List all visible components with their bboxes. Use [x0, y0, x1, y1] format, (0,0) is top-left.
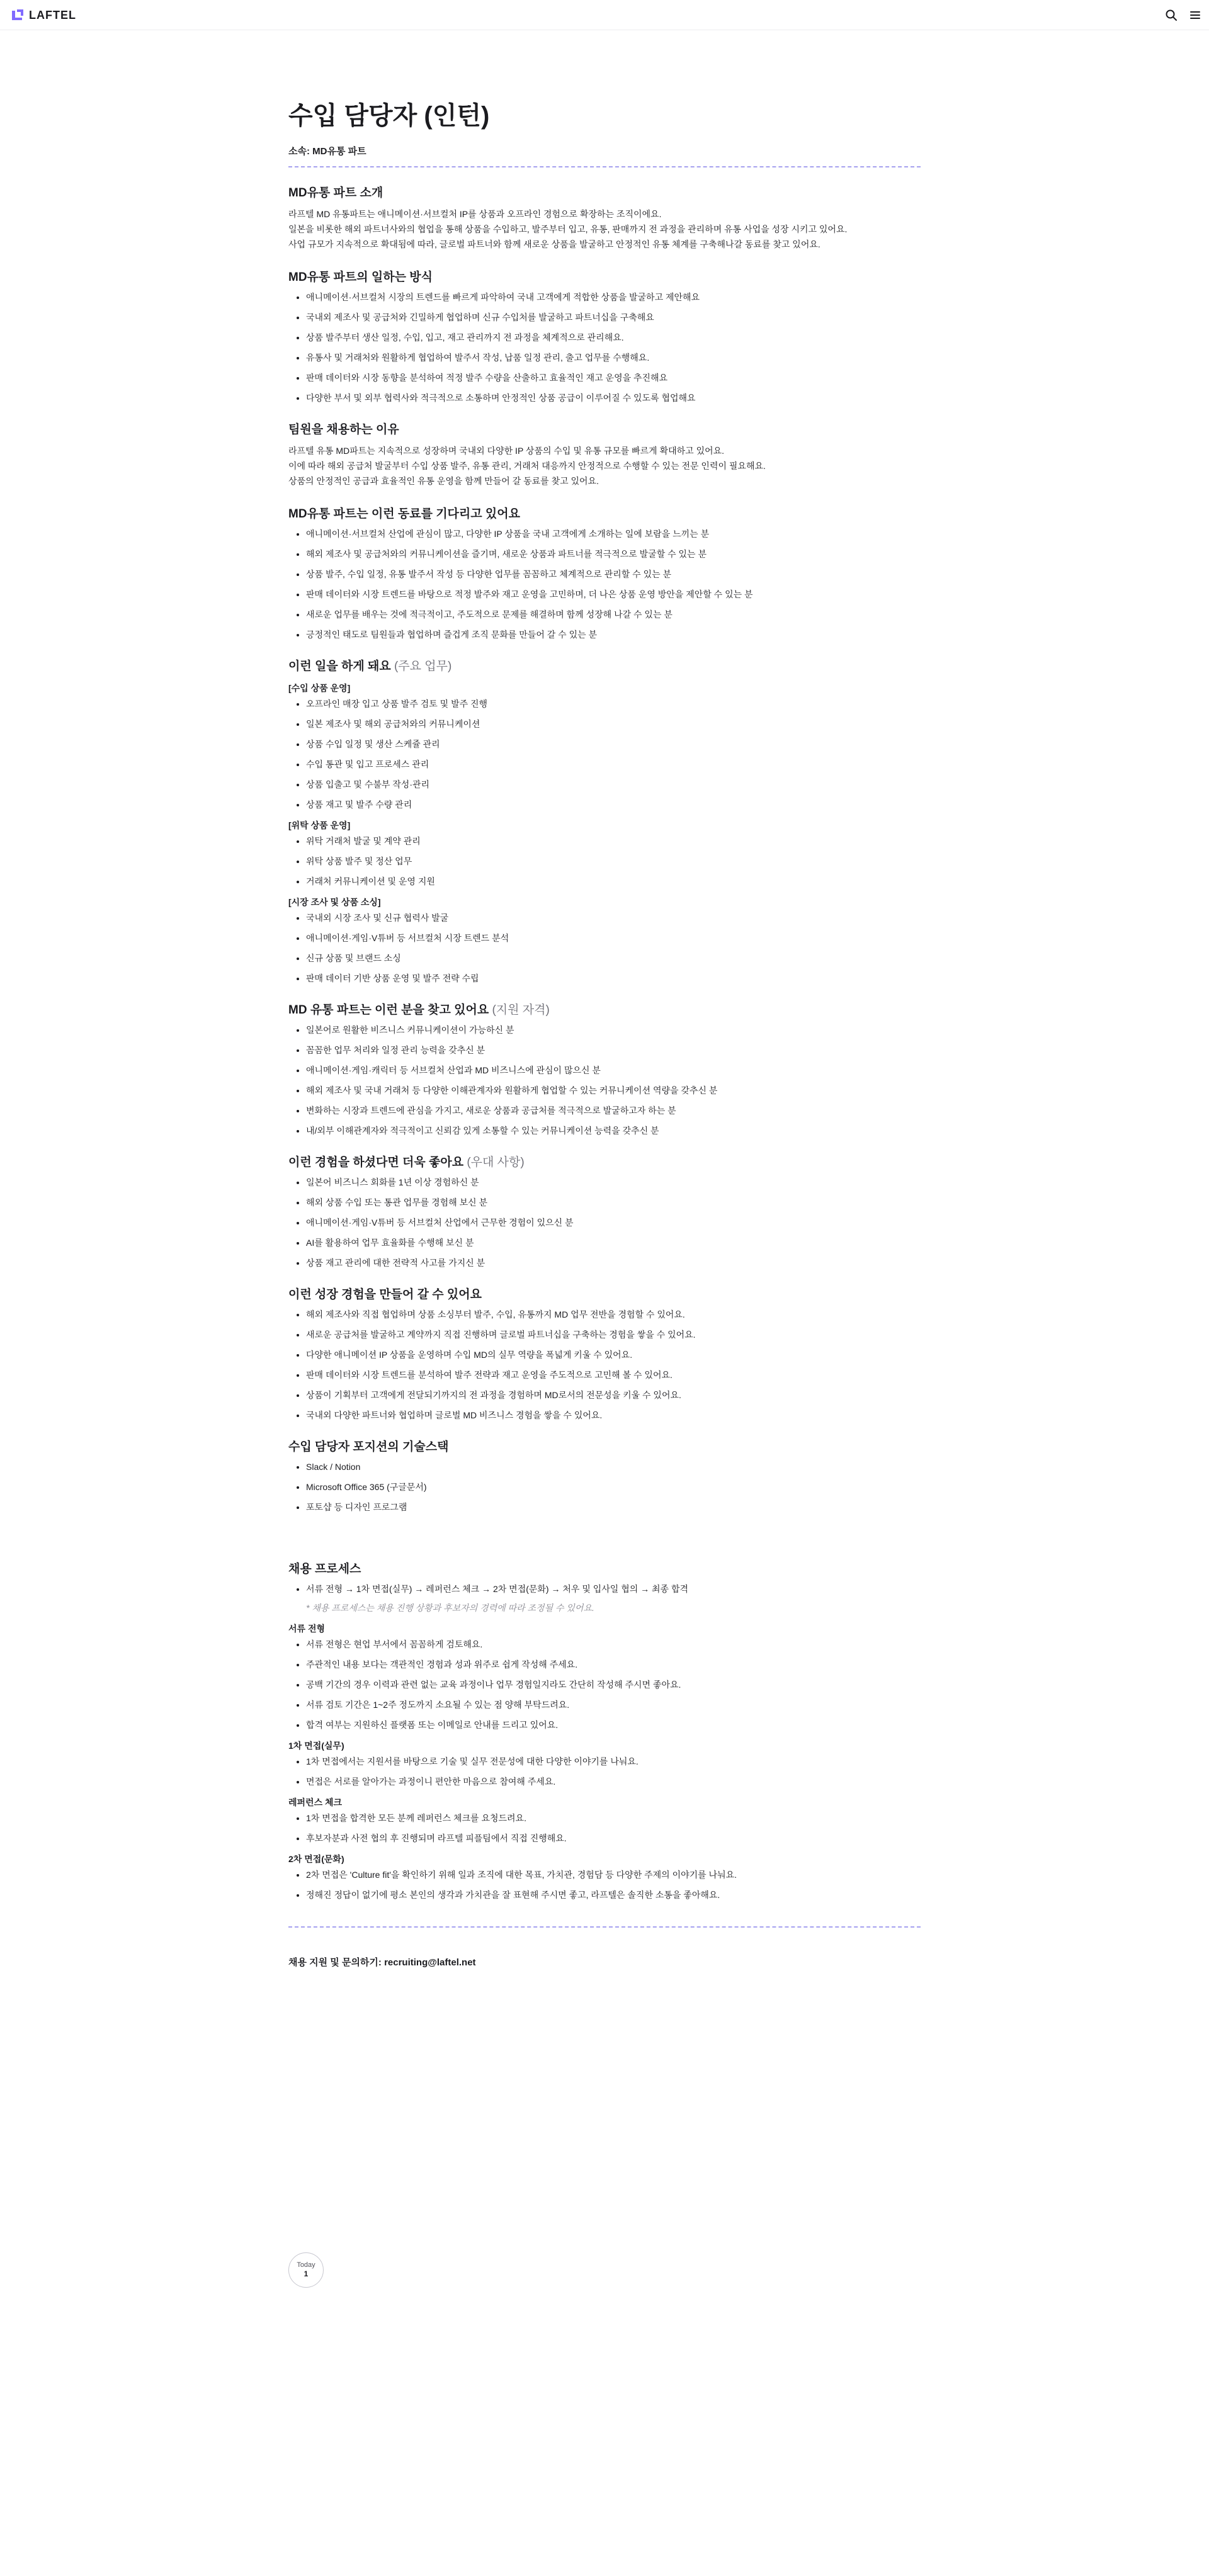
qualifications-list — [288, 1024, 921, 1137]
list-item: • 긍정적인 태도로 팀원들과 협업하며 즐겁게 조직 문화를 만들어 갈 수 있는 분 — [306, 628, 921, 641]
qualifications-heading-suffix: (지원 자격) — [492, 1003, 550, 1017]
list-item: • 거래처 커뮤니케이션 및 운영 지원 — [306, 875, 921, 888]
list-item: • 애니메이션·게임·V튜버 등 서브컬처 산업에서 근무한 경험이 있으신 분 — [306, 1216, 921, 1229]
list-item: • 애니메이션·게임·캐릭터 등 서브컬처 산업과 MD 비즈니스에 관심이 많으신 분 — [306, 1064, 921, 1076]
duties-heading-suffix: (주요 업무) — [394, 660, 452, 673]
list-item: • 후보자분과 사전 협의 후 진행되며 라프텔 피플팀에서 직접 진행해요. — [306, 1832, 921, 1844]
growth-list — [288, 1308, 921, 1421]
contact-email[interactable]: 채용 지원 및 문의하기: recruiting@laftel.net — [288, 1957, 476, 1968]
affiliation: 소속: MD유통 파트 — [288, 146, 366, 157]
section-heading-how-we-work: MD유통 파트의 일하는 방식 — [288, 271, 433, 284]
section-heading-tech-stack: 수입 담당자 포지션의 기술스택 — [288, 1440, 449, 1454]
laftel-logo-icon — [10, 8, 25, 23]
process-stage-list — [288, 1812, 921, 1844]
job-posting-content — [288, 94, 921, 1970]
search-icon — [1165, 9, 1178, 21]
list-item: • 애니메이션·서브컬처 산업에 관심이 많고, 다양한 IP 상품을 국내 고객에게 소개하는 일에 보람을 느끼는 분 — [306, 528, 921, 540]
looking-for-list — [288, 528, 921, 641]
today-count: 1 — [304, 2269, 309, 2278]
section-heading-looking-for: MD유통 파트는 이런 동료를 기다리고 있어요 — [288, 507, 520, 521]
list-item: • 일본 제조사 및 해외 공급처와의 커뮤니케이션 — [306, 718, 921, 730]
preferred-list — [288, 1176, 921, 1269]
intro-paragraph: 라프텔 MD 유통파트는 애니메이션·서브컬처 IP를 상품과 오프라인 경험으로 확장하는 조직이에요. — [288, 209, 662, 219]
list-item: • AI를 활용하여 업무 효율화를 수행해 보신 분 — [306, 1236, 921, 1249]
duty-group-list — [288, 835, 921, 888]
list-item: • 주관적인 내용 보다는 객관적인 경험과 성과 위주로 쉽게 작성해 주세요. — [306, 1658, 921, 1671]
list-item: • 애니메이션·게임·V튜버 등 서브컬처 시장 트렌드 분석 — [306, 932, 921, 944]
section-divider — [288, 166, 921, 167]
list-item: • 국내외 다양한 파트너와 협업하며 글로벌 MD 비즈니스 경험을 쌓을 수 있어요. — [306, 1409, 921, 1421]
list-item: • 내/외부 이해관계자와 적극적이고 신뢰감 있게 소통할 수 있는 커뮤니케이션 능력을 갖추신 분 — [306, 1124, 921, 1137]
section-heading-preferred — [288, 1155, 921, 1171]
list-item: • 신규 상품 및 브랜드 소싱 — [306, 952, 921, 964]
list-item: • 상품 재고 관리에 대한 전략적 사고를 가지신 분 — [306, 1257, 921, 1269]
list-item: • 정해진 정답이 없기에 평소 본인의 생각과 가치관을 잘 표현해 주시면 좋고, 라프텔은 솔직한 소통을 좋아해요. — [306, 1889, 921, 1901]
list-item: • 새로운 공급처를 발굴하고 계약까지 직접 진행하며 글로벌 파트너십을 구축하는 경험을 쌓을 수 있어요. — [306, 1328, 921, 1341]
section-heading-growth: 이런 성장 경험을 만들어 갈 수 있어요 — [288, 1288, 482, 1301]
intro-paragraph: 일본을 비롯한 해외 파트너사와의 협업을 통해 상품을 수입하고, 발주부터 입고, 유통, 판매까지 전 과정을 관리하며 유통 사업을 성장 시키고 있어요. — [288, 224, 848, 234]
preferred-heading-suffix: (우대 사항) — [467, 1156, 525, 1169]
list-item: • Slack / Notion — [306, 1460, 921, 1473]
list-item: • 애니메이션·서브컬처 시장의 트렌드를 빠르게 파악하여 국내 고객에게 적합한 상품을 발굴하고 제안해요 — [306, 291, 921, 303]
duty-group-title: [시장 조사 및 상품 소싱] — [288, 897, 381, 907]
list-item: • 상품 재고 및 발주 수량 관리 — [306, 798, 921, 811]
why-hiring-paragraph: 라프텔 유통 MD파트는 지속적으로 성장하며 국내외 다양한 IP 상품의 수입 및 유통 규모를 빠르게 확대하고 있어요. — [288, 446, 725, 456]
duty-group-title: [수입 상품 운영] — [288, 683, 351, 693]
how-we-work-list — [288, 291, 921, 404]
hamburger-menu-icon — [1189, 9, 1201, 21]
list-item: • 1차 면접을 합격한 모든 분께 레퍼런스 체크를 요청드려요. — [306, 1812, 921, 1824]
spacer — [288, 1521, 921, 1544]
list-item: • 1차 면접에서는 지원서를 바탕으로 기술 및 실무 전문성에 대한 다양한 이야기를 나눠요. — [306, 1755, 921, 1768]
menu-button[interactable] — [1186, 6, 1204, 24]
duties-heading-text: 이런 일을 하게 돼요 — [288, 660, 391, 673]
list-item: • 합격 여부는 지원하신 플랫폼 또는 이메일로 안내를 드리고 있어요. — [306, 1719, 921, 1731]
list-item: • 국내외 시장 조사 및 신규 협력사 발굴 — [306, 912, 921, 924]
list-item: • 상품 수입 일정 및 생산 스케쥴 관리 — [306, 738, 921, 750]
section-heading-duties — [288, 658, 921, 675]
list-item: • 공백 기간의 경우 이력과 관련 없는 교육 과정이나 업무 경험일지라도 간단히 작성해 주시면 좋아요. — [306, 1678, 921, 1691]
section-heading-why-hiring: 팀원을 채용하는 이유 — [288, 423, 399, 436]
list-item: • 수입 통관 및 입고 프로세스 관리 — [306, 758, 921, 771]
laftel-logo[interactable] — [10, 8, 76, 23]
why-hiring-paragraph: 이에 따라 해외 공급처 발굴부터 수입 상품 발주, 유통 관리, 거래처 대응까지 안정적으로 수행할 수 있는 전문 인력이 필요해요. — [288, 461, 766, 471]
list-item: • 유통사 및 거래처와 원활하게 협업하여 발주서 작성, 납품 일정 관리, 출고 업무를 수행해요. — [306, 351, 921, 364]
list-item: • 면접은 서로를 알아가는 과정이니 편안한 마음으로 참여해 주세요. — [306, 1775, 921, 1788]
preferred-heading-text: 이런 경험을 하셨다면 더욱 좋아요 — [288, 1156, 464, 1169]
list-item: • 해외 상품 수입 또는 통관 업무를 경험해 보신 분 — [306, 1196, 921, 1209]
list-item: • 2차 면접은 'Culture fit'을 확인하기 위해 일과 조직에 대한 목표, 가치관, 경험담 등 다양한 주제의 이야기를 나눠요. — [306, 1868, 921, 1881]
tech-stack-list — [288, 1460, 921, 1513]
list-item: • 국내외 제조사 및 공급처와 긴밀하게 협업하며 신규 수입처를 발굴하고 파트너십을 구축해요 — [306, 311, 921, 324]
process-stage-title: 2차 면접(문화) — [288, 1854, 344, 1864]
process-stage-list — [288, 1638, 921, 1731]
process-stage-title: 서류 전형 — [288, 1624, 325, 1634]
list-item: • 변화하는 시장과 트렌드에 관심을 가지고, 새로운 상품과 공급처를 적극적으로 발굴하고자 하는 분 — [306, 1104, 921, 1117]
process-flow: • 서류 전형 → 1차 면접(실무) → 레퍼런스 체크 → 2차 면접(문화) → 처우 및 입사일 협의 → 최종 합격 — [306, 1583, 921, 1595]
why-hiring-paragraph: 상품의 안정적인 공급과 효율적인 유통 운영을 함께 만들어 갈 동료를 찾고 있어요. — [288, 476, 599, 486]
duty-group-list — [288, 912, 921, 985]
list-item: • 오프라인 매장 입고 상품 발주 검토 및 발주 진행 — [306, 698, 921, 710]
list-item: • 다양한 애니메이션 IP 상품을 운영하며 수입 MD의 실무 역량을 폭넓게 키울 수 있어요. — [306, 1348, 921, 1361]
list-item: • 새로운 업무를 배우는 것에 적극적이고, 주도적으로 문제를 해결하며 함께 성장해 나갈 수 있는 분 — [306, 608, 921, 621]
process-stage-list — [288, 1755, 921, 1788]
list-item: • 일본어로 원활한 비즈니스 커뮤니케이션이 가능하신 분 — [306, 1024, 921, 1036]
list-item: • 상품 발주, 수입 일정, 유통 발주서 작성 등 다양한 업무를 꼼꼼하고 체계적으로 관리할 수 있는 분 — [306, 568, 921, 580]
section-heading-process: 채용 프로세스 — [288, 1562, 361, 1576]
process-stage-title: 레퍼런스 체크 — [288, 1797, 343, 1807]
list-item: • 판매 데이터와 시장 트렌드를 바탕으로 적정 발주와 재고 운영을 고민하며, 더 나은 상품 운영 방안을 제안할 수 있는 분 — [306, 588, 921, 601]
section-heading-qualifications — [288, 1002, 921, 1019]
list-item: • 판매 데이터 기반 상품 운영 및 발주 전략 수립 — [306, 972, 921, 985]
list-item: • 꼼꼼한 업무 처리와 일정 관리 능력을 갖추신 분 — [306, 1044, 921, 1056]
section-heading-intro: MD유통 파트 소개 — [288, 186, 383, 200]
list-item: • 포토샵 등 디자인 프로그램 — [306, 1501, 921, 1513]
list-item: • 해외 제조사 및 국내 거래처 등 다양한 이해관계자와 원활하게 협업할 수 있는 커뮤니케이션 역량을 갖추신 분 — [306, 1084, 921, 1097]
list-item: • 상품 입출고 및 수불부 작성·관리 — [306, 778, 921, 791]
list-item: • 서류 전형은 현업 부서에서 꼼꼼하게 검토해요. — [306, 1638, 921, 1651]
logo-text: LAFTEL — [29, 8, 76, 21]
list-item: • 서류 검토 기간은 1~2주 정도까지 소요될 수 있는 점 양해 부탁드려요. — [306, 1698, 921, 1711]
process-stage-list — [288, 1868, 921, 1901]
duty-group-title: [위탁 상품 운영] — [288, 820, 351, 830]
page-title: 수입 담당자 (인턴) — [288, 102, 490, 130]
top-navigation-bar — [0, 0, 1209, 30]
list-item: • Microsoft Office 365 (구글문서) — [306, 1481, 921, 1493]
list-item: • 위탁 상품 발주 및 정산 업무 — [306, 855, 921, 867]
process-note: * 채용 프로세스는 채용 진행 상황과 후보자의 경력에 따라 조정될 수 있어요. — [306, 1603, 594, 1613]
list-item: • 판매 데이터와 시장 트렌드를 분석하여 발주 전략과 재고 운영을 주도적으로 고민해 볼 수 있어요. — [306, 1369, 921, 1381]
today-visitor-counter — [288, 2252, 324, 2288]
section-divider — [288, 1926, 921, 1928]
list-item: • 상품 발주부터 생산 일정, 수입, 입고, 재고 관리까지 전 과정을 체계적으로 관리해요. — [306, 331, 921, 344]
list-item: • 일본어 비즈니스 회화를 1년 이상 경험하신 분 — [306, 1176, 921, 1189]
qualifications-heading-text: MD 유통 파트는 이런 분을 찾고 있어요 — [288, 1003, 489, 1017]
today-label: Today — [297, 2261, 315, 2269]
list-item: • 상품이 기획부터 고객에게 전달되기까지의 전 과정을 경험하며 MD로서의 전문성을 키울 수 있어요. — [306, 1389, 921, 1401]
list-item: • 해외 제조사와 직접 협업하며 상품 소싱부터 발주, 수입, 유통까지 MD 업무 전반을 경험할 수 있어요. — [306, 1308, 921, 1321]
list-item: • 해외 제조사 및 공급처와의 커뮤니케이션을 즐기며, 새로운 상품과 파트너를 적극적으로 발굴할 수 있는 분 — [306, 548, 921, 560]
list-item: • 판매 데이터와 시장 동향을 분석하여 적정 발주 수량을 산출하고 효율적인 재고 운영을 추진해요 — [306, 371, 921, 384]
process-stage-title: 1차 면접(실무) — [288, 1741, 344, 1751]
duty-group-list — [288, 698, 921, 811]
process-flow-list — [288, 1583, 921, 1595]
list-item: • 다양한 부서 및 외부 협력사와 적극적으로 소통하며 안정적인 상품 공급이 이루어질 수 있도록 협업해요 — [306, 392, 921, 404]
intro-paragraph: 사업 규모가 지속적으로 확대됨에 따라, 글로벌 파트너와 함께 새로운 상품을 발굴하고 안정적인 유통 체계를 구축해나갈 동료를 찾고 있어요. — [288, 239, 820, 249]
search-button[interactable] — [1162, 6, 1180, 24]
list-item: • 위탁 거래처 발굴 및 계약 관리 — [306, 835, 921, 847]
